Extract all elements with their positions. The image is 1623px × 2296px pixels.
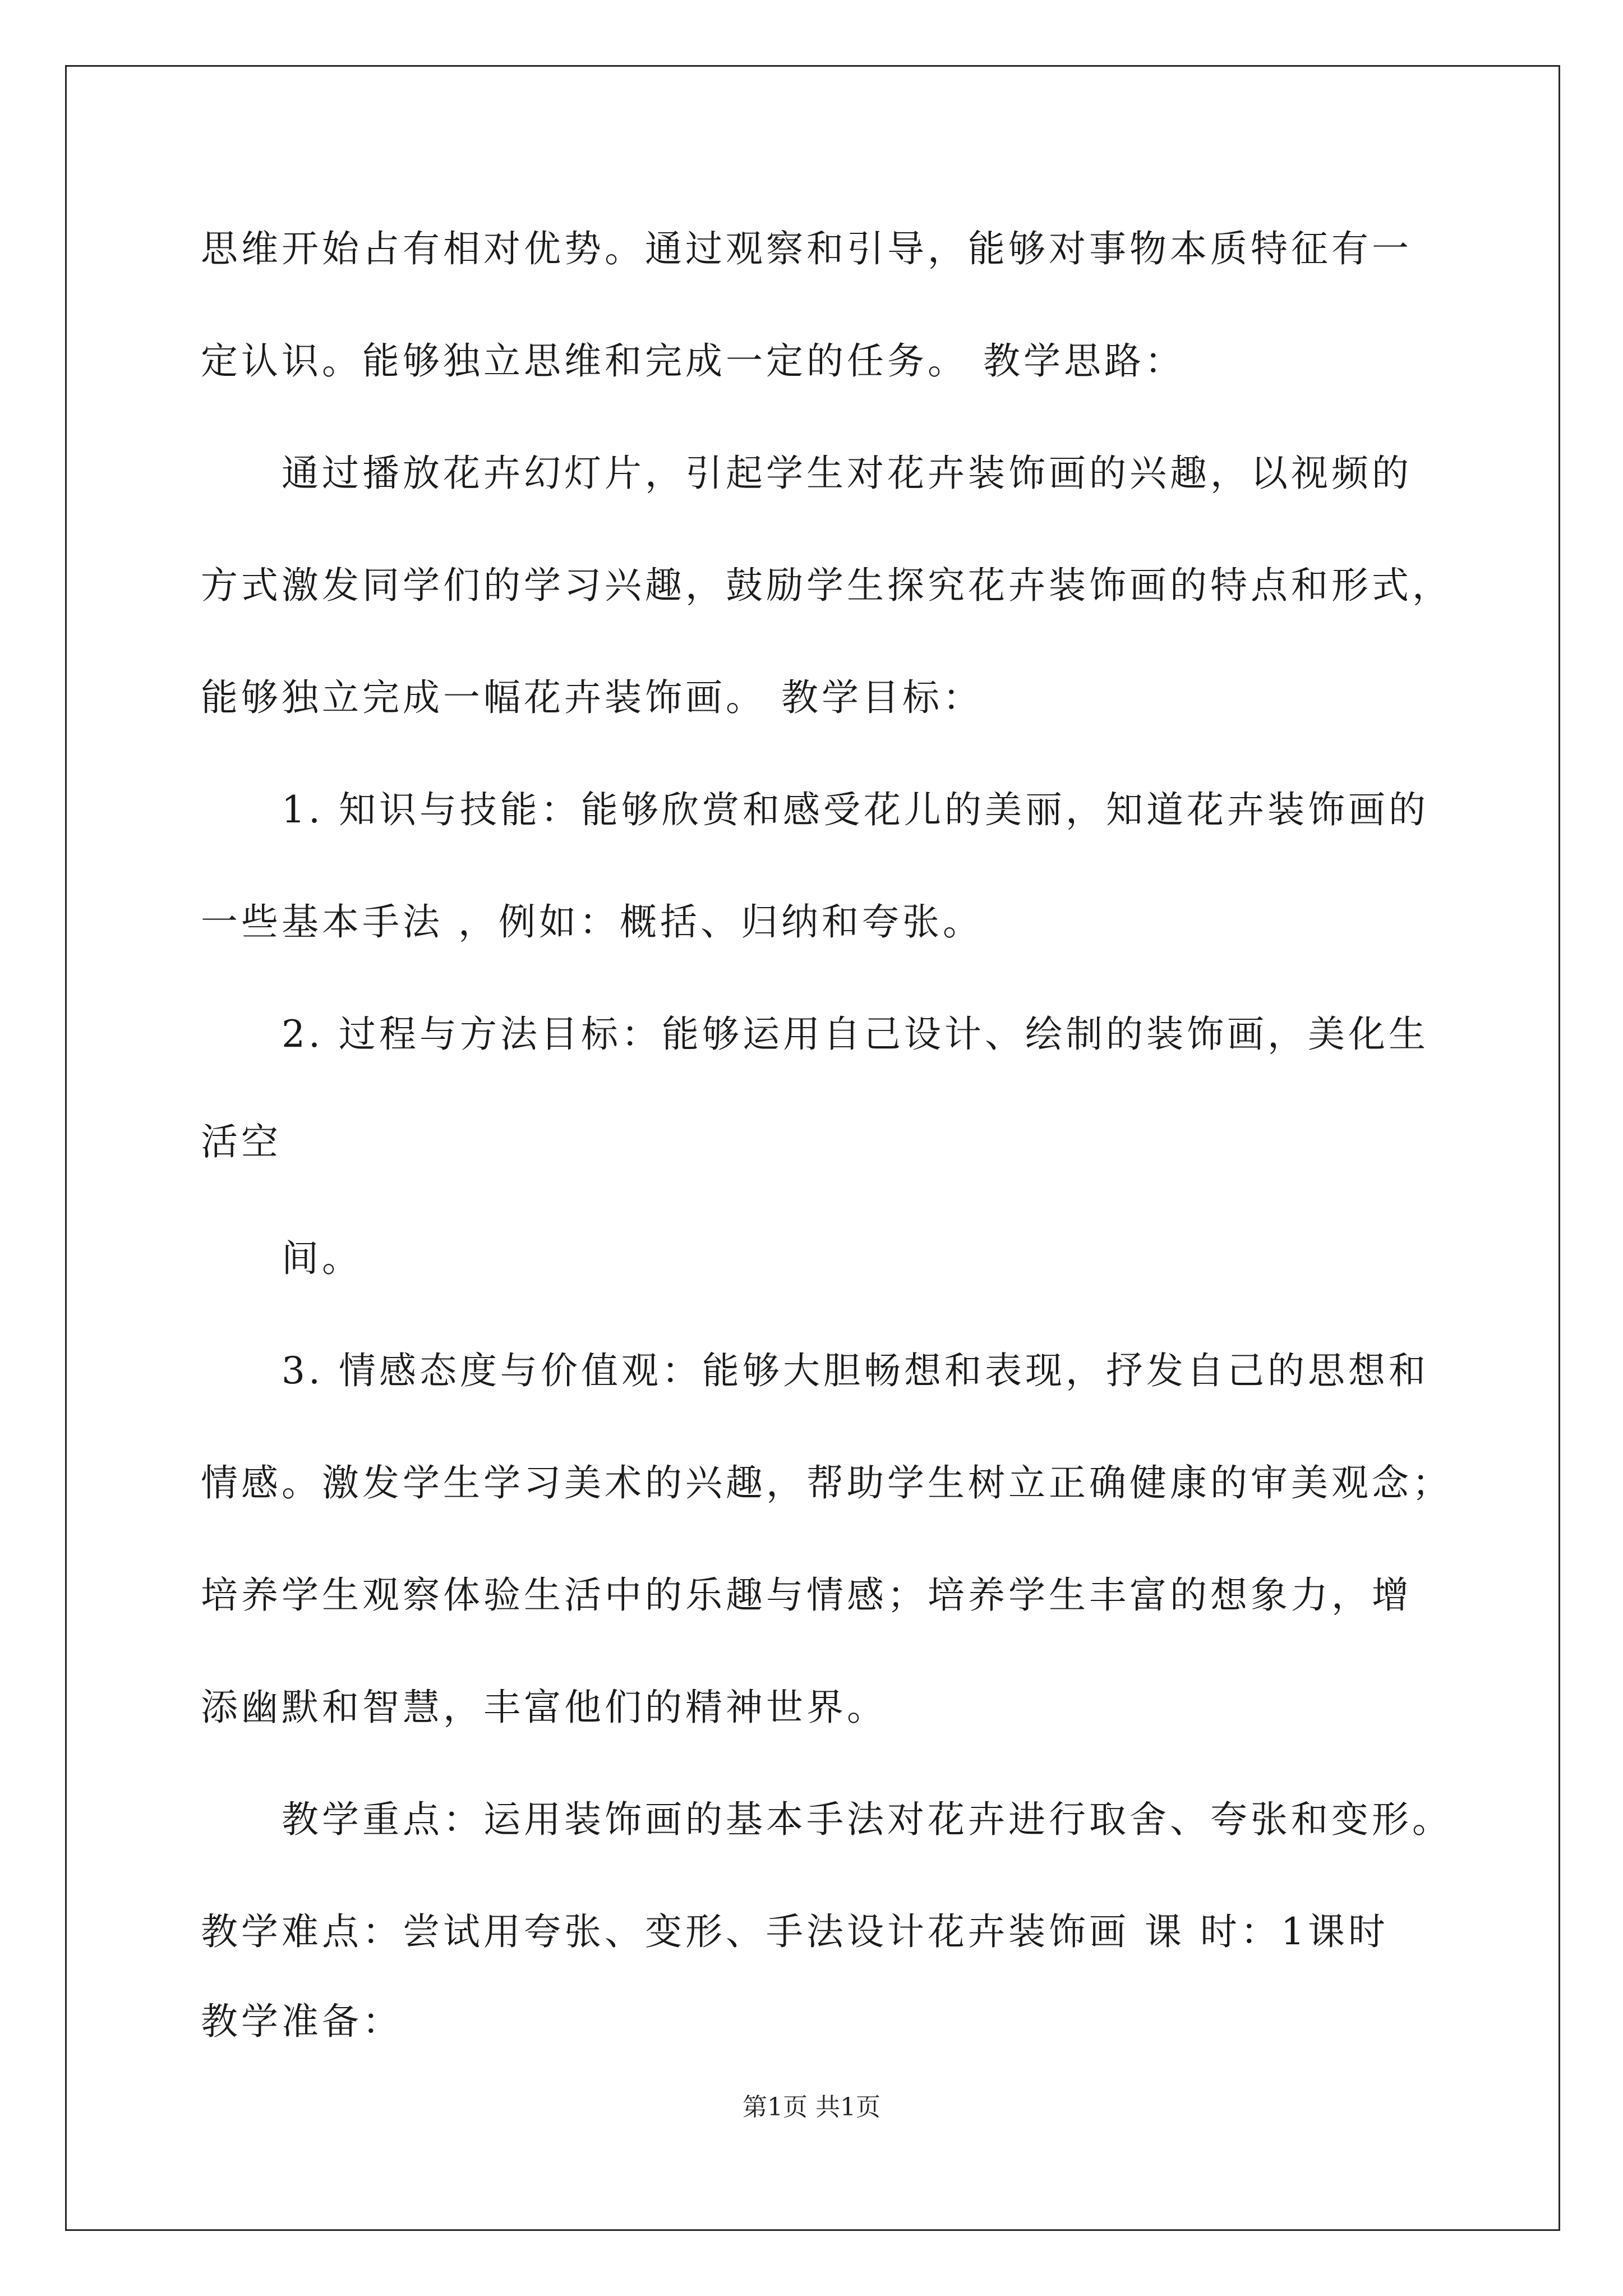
page-border xyxy=(65,65,1560,2231)
text-line: 培养学生观察体验生活中的乐趣与情感；培养学生丰富的想象力，增 xyxy=(201,1573,1412,1617)
text-line: 活空 xyxy=(201,1120,282,1163)
text-line: 3. 情感态度与价值观：能够大胆畅想和表现，抒发自己的思想和 xyxy=(282,1349,1429,1392)
text-line: 2. 过程与方法目标：能够运用自己设计、绘制的装饰画，美化生 xyxy=(282,1013,1429,1056)
text-line: 教学准备： xyxy=(201,2000,403,2043)
text-line: 一些基本手法 ，例如：概括、归纳和夸张。 xyxy=(201,900,983,944)
text-line: 间。 xyxy=(282,1237,362,1280)
text-line: 教学难点：尝试用夸张、变形、手法设计花卉装饰画 课 时：1课时 xyxy=(201,1910,1389,1953)
text-line: 方式激发同学们的学习兴趣，鼓励学生探究花卉装饰画的特点和形式， xyxy=(201,564,1453,607)
text-line: 添幽默和智慧，丰富他们的精神世界。 xyxy=(201,1686,887,1729)
text-line: 定认识。能够独立思维和完成一定的任务。 教学思路： xyxy=(201,339,1185,383)
text-line: 通过播放花卉幻灯片，引起学生对花卉装饰画的兴趣，以视频的 xyxy=(282,452,1412,495)
text-line: 能够独立完成一幅花卉装饰画。 教学目标： xyxy=(201,676,983,719)
page-number-footer: 第1页 共1页 xyxy=(743,2093,880,2122)
text-line: 情感。激发学生学习美术的兴趣，帮助学生树立正确健康的审美观念； xyxy=(201,1461,1453,1504)
text-line: 1. 知识与技能：能够欣赏和感受花儿的美丽，知道花卉装饰画的 xyxy=(282,788,1429,831)
text-line: 教学重点：运用装饰画的基本手法对花卉进行取舍、夸张和变形。 xyxy=(282,1798,1453,1841)
text-line: 思维开始占有相对优势。通过观察和引导，能够对事物本质特征有一 xyxy=(201,227,1412,270)
